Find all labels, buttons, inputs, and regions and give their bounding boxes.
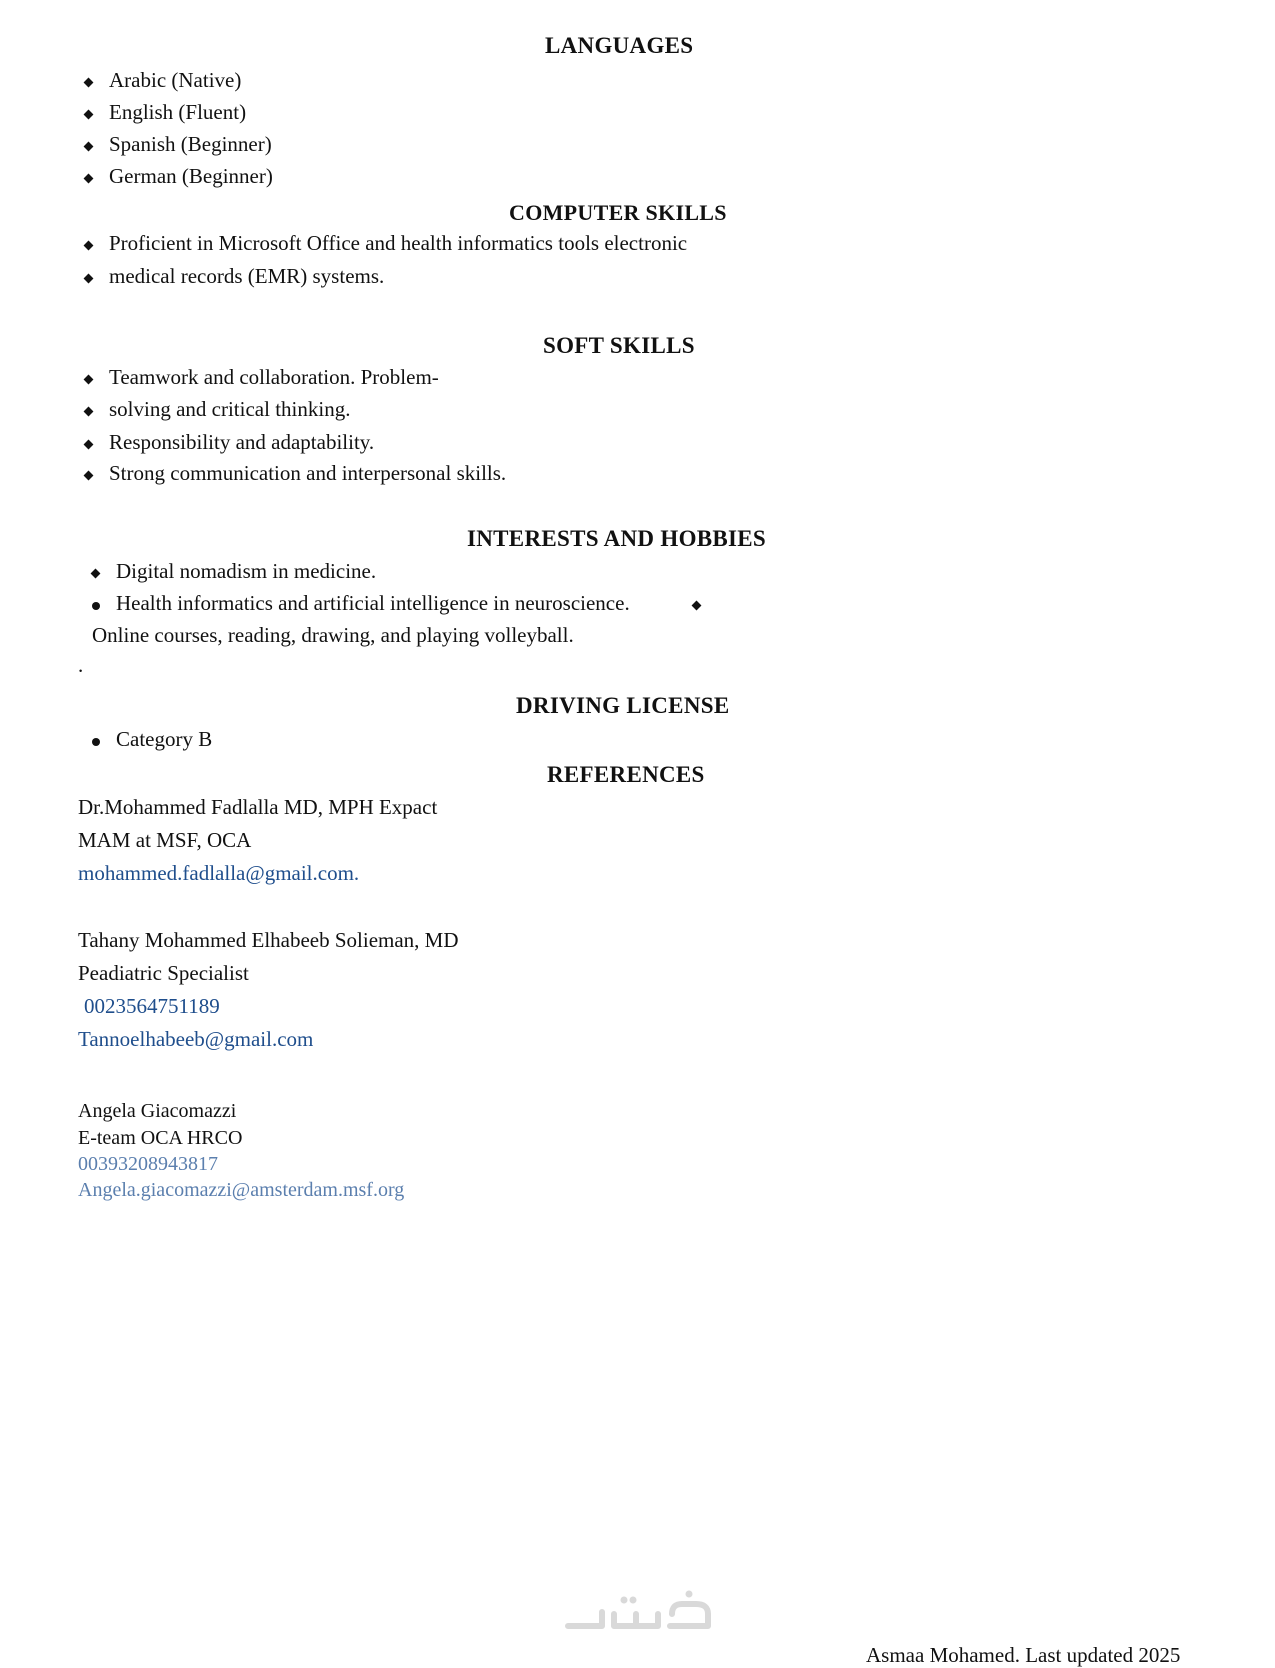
bullet-icon xyxy=(84,274,94,284)
languages-heading: LANGUAGES xyxy=(545,33,694,58)
soft-skill-item: Teamwork and collaboration. Problem- xyxy=(109,365,439,389)
driving-item: Category B xyxy=(116,727,213,751)
language-item: English (Fluent) xyxy=(109,100,247,124)
bullet-icon xyxy=(84,440,94,450)
soft-skills-heading: SOFT SKILLS xyxy=(543,333,695,358)
bullet-icon xyxy=(84,142,94,152)
bullet-icon xyxy=(92,602,100,610)
bullet-icon xyxy=(92,738,100,746)
bullet-icon xyxy=(91,569,101,579)
language-item: Arabic (Native) xyxy=(109,68,242,92)
interests-heading: INTERESTS AND HOBBIES xyxy=(467,526,767,551)
reference-1-line2: MAM at MSF, OCA xyxy=(78,828,252,852)
bullet-icon xyxy=(692,601,702,611)
reference-2-name: Tahany Mohammed Elhabeeb Solieman, MD xyxy=(78,928,459,952)
computer-skills-heading: COMPUTER SKILLS xyxy=(509,200,727,225)
soft-skill-item: Responsibility and adaptability. xyxy=(109,430,375,454)
computer-skill-item: Proficient in Microsoft Office and health informatics tools electronic xyxy=(109,231,688,255)
driving-license-heading: DRIVING LICENSE xyxy=(516,693,730,718)
soft-skill-item: Strong communication and interpersonal skills. xyxy=(109,461,507,485)
interest-item: Online courses, reading, drawing, and playing volleyball. xyxy=(92,623,574,647)
reference-1-line1: Dr.Mohammed Fadlalla MD, MPH Expact xyxy=(78,795,438,819)
reference-3-name: Angela Giacomazzi xyxy=(78,1100,237,1122)
language-item: German (Beginner) xyxy=(109,164,273,188)
reference-2-phone-link[interactable]: 0023564751189 xyxy=(84,994,220,1018)
interest-item: Digital nomadism in medicine. xyxy=(116,559,377,583)
reference-3-phone-link[interactable]: 00393208943817 xyxy=(78,1153,218,1175)
soft-skill-item: solving and critical thinking. xyxy=(109,397,351,421)
bullet-icon xyxy=(84,407,94,417)
bullet-icon xyxy=(84,241,94,251)
bullet-icon xyxy=(84,471,94,481)
reference-3-title: E-team OCA HRCO xyxy=(78,1127,243,1149)
bullet-icon xyxy=(84,78,94,88)
reference-2-email-link[interactable]: Tannoelhabeeb@gmail.com xyxy=(78,1027,314,1051)
reference-1-email-link[interactable]: mohammed.fadlalla@gmail.com. xyxy=(78,861,360,885)
language-item: Spanish (Beginner) xyxy=(109,132,272,156)
footer-text: Asmaa Mohamed. Last updated 2025 xyxy=(866,1643,1181,1667)
stray-dot: . xyxy=(78,653,84,677)
bullet-icon xyxy=(84,375,94,385)
computer-skill-item: medical records (EMR) systems. xyxy=(109,264,385,288)
reference-2-title: Peadiatric Specialist xyxy=(78,961,249,985)
interest-item: Health informatics and artificial intelligence in neuroscience. xyxy=(116,591,630,615)
bullet-icon xyxy=(84,110,94,120)
bullet-icon xyxy=(84,174,94,184)
references-heading: REFERENCES xyxy=(547,762,705,787)
reference-3-email-link[interactable]: Angela.giacomazzi@amsterdam.msf.org xyxy=(78,1179,405,1201)
khamsat-watermark-logo xyxy=(562,1590,714,1634)
